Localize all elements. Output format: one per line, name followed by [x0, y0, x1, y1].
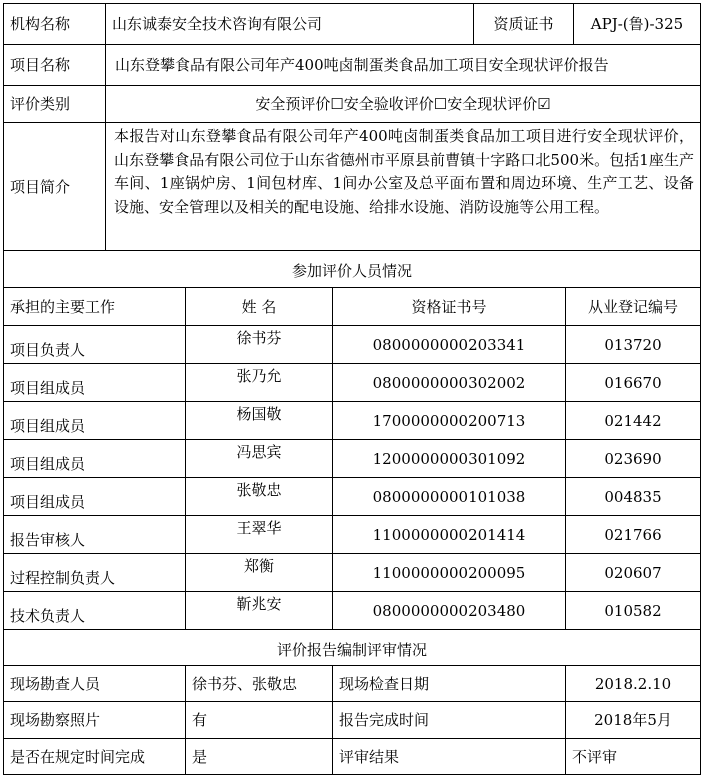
- table-row-cert: 0800000000203341: [332, 325, 566, 364]
- intro-text: 本报告对山东登攀食品有限公司年产400吨卤制蛋类食品加工项目进行安全现状评价，山东登攀食品有限公司位于山东省德州市平原县前曹镇十字路口北500米。包括1座生产车间、1座锅炉房、1间包材库、1间办公室及总平面布置和周边环境、生产工艺、设备设施、安全管理以及相关的配电设施、给排水设施、消防设施等公用工程。: [105, 122, 701, 251]
- review-value: 徐书芬、张敬忠: [185, 665, 333, 702]
- table-row-role: 项目组成员: [3, 439, 186, 478]
- table-row-cert: 1100000000201414: [332, 515, 566, 554]
- org-label: 机构名称: [3, 3, 106, 45]
- table-row-role: 项目组成员: [3, 363, 186, 402]
- review-value: 有: [185, 701, 333, 739]
- cert-value: APJ-(鲁)-325: [573, 3, 701, 45]
- table-row-name: 郑衡: [185, 553, 333, 592]
- table-row-reg: 023690: [565, 439, 701, 478]
- review-value: 2018.2.10: [565, 665, 701, 702]
- table-row-reg: 013720: [565, 325, 701, 364]
- table-row-role: 项目负责人: [3, 325, 186, 364]
- table-row-reg: 016670: [565, 363, 701, 402]
- table-row-role: 项目组成员: [3, 477, 186, 516]
- table-row-name: 张乃允: [185, 363, 333, 402]
- table-row-role: 项目组成员: [3, 401, 186, 440]
- table-row-reg: 010582: [565, 591, 701, 630]
- table-row-role: 报告审核人: [3, 515, 186, 554]
- review-label: 评审结果: [332, 738, 566, 775]
- org-value: 山东诚泰安全技术咨询有限公司: [105, 3, 474, 45]
- table-row-reg: 021766: [565, 515, 701, 554]
- personnel-section-title: 参加评价人员情况: [3, 250, 701, 288]
- table-row-reg: 021442: [565, 401, 701, 440]
- project-label: 项目名称: [3, 44, 106, 86]
- table-row-role: 过程控制负责人: [3, 553, 186, 592]
- table-row-name: 徐书芬: [185, 325, 333, 364]
- table-row-role: 技术负责人: [3, 591, 186, 630]
- evaluation-info-table: [4, 4, 701, 775]
- table-row-cert: 0800000000302002: [332, 363, 566, 402]
- table-row-cert: 1200000000301092: [332, 439, 566, 478]
- col-header-name: 姓 名: [185, 287, 333, 326]
- col-header-cert: 资格证书号: [332, 287, 566, 326]
- review-label: 现场检查日期: [332, 665, 566, 702]
- intro-label: 项目简介: [3, 122, 106, 251]
- review-value: 2018年5月: [565, 701, 701, 739]
- review-section-title: 评价报告编制评审情况: [3, 629, 701, 666]
- table-row-name: 张敬忠: [185, 477, 333, 516]
- review-label: 是否在规定时间完成: [3, 738, 186, 775]
- cert-label: 资质证书: [473, 3, 574, 45]
- review-label: 报告完成时间: [332, 701, 566, 739]
- table-row-cert: 0800000000203480: [332, 591, 566, 630]
- review-value: 不评审: [565, 738, 701, 775]
- table-row-reg: 004835: [565, 477, 701, 516]
- project-value: 山东登攀食品有限公司年产400吨卤制蛋类食品加工项目安全现状评价报告: [105, 44, 701, 86]
- table-row-reg: 020607: [565, 553, 701, 592]
- table-row-cert: 1100000000200095: [332, 553, 566, 592]
- table-row-name: 杨国敬: [185, 401, 333, 440]
- table-row-name: 靳兆安: [185, 591, 333, 630]
- table-row-cert: 0800000000101038: [332, 477, 566, 516]
- col-header-role: 承担的主要工作: [3, 287, 186, 326]
- category-value: 安全预评价☐安全验收评价☐安全现状评价☑: [105, 85, 701, 123]
- review-label: 现场勘查人员: [3, 665, 186, 702]
- category-label: 评价类别: [3, 85, 106, 123]
- review-label: 现场勘察照片: [3, 701, 186, 739]
- col-header-reg: 从业登记编号: [565, 287, 701, 326]
- table-row-name: 冯思宾: [185, 439, 333, 478]
- table-row-cert: 1700000000200713: [332, 401, 566, 440]
- table-row-name: 王翠华: [185, 515, 333, 554]
- review-value: 是: [185, 738, 333, 775]
